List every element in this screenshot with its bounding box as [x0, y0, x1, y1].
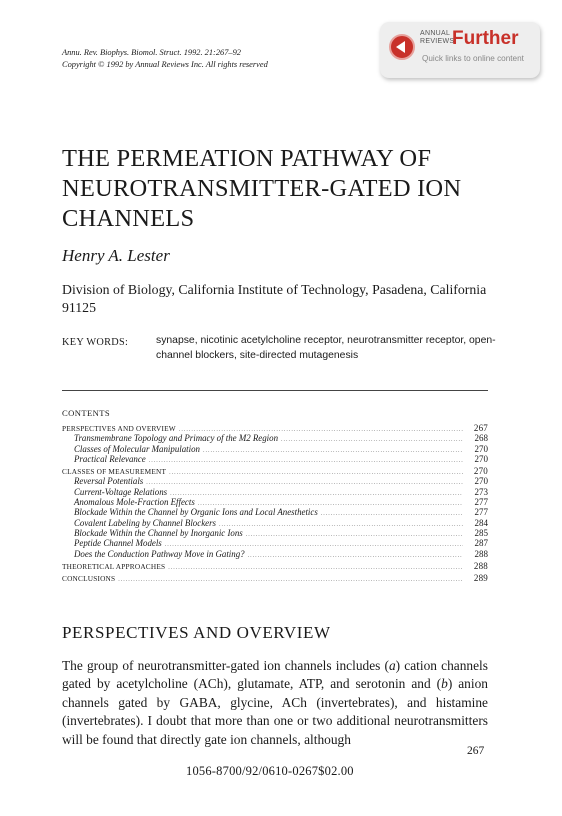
toc-entry-page: 285	[474, 527, 488, 538]
toc-entry-label: Does the Conduction Pathway Move in Gating?	[74, 548, 245, 559]
toc-entry-page: 270	[473, 466, 488, 477]
toc-entry-label: Current-Voltage Relations	[74, 486, 168, 497]
toc-leader-dots	[149, 458, 463, 464]
keywords-text: synapse, nicotinic acetylcholine receptor, neurotransmitter receptor, open-channel blockers, site-directed mutagenesis	[156, 335, 496, 361]
back-arrow-circle-icon	[389, 34, 415, 60]
toc-entry-label: CONCLUSIONS	[62, 574, 116, 584]
toc-entry-label: Transmembrane Topology and Primacy of the M2 Region	[74, 433, 279, 444]
further-links-badge[interactable]	[380, 22, 540, 78]
toc-entry-label: CLASSES OF MEASUREMENT	[62, 467, 167, 477]
toc-entry[interactable]	[62, 549, 488, 559]
toc-entry-label: THEORETICAL APPROACHES	[62, 561, 166, 571]
toc-entry[interactable]	[62, 433, 488, 443]
toc-entry[interactable]	[62, 497, 488, 507]
toc-entry-label: Blockade Within the Channel by Organic Ions and Local Anesthetics	[74, 507, 318, 518]
toc-entry[interactable]	[62, 518, 488, 528]
toc-entry-label: Reversal Potentials	[74, 476, 144, 487]
badge-subtitle: Quick links to online content	[422, 54, 524, 63]
toc-entry[interactable]	[62, 528, 488, 538]
toc-entry-page: 288	[474, 548, 488, 559]
article-title: THE PERMEATION PATHWAY OF NEUROTRANSMITTER-GATED ION CHANNELS	[62, 145, 462, 232]
further-label: Further	[452, 28, 519, 49]
toc-entry[interactable]	[62, 487, 488, 497]
toc-entry-page: 284	[474, 517, 488, 528]
article-code: 1056-8700/92/0610-0267$02.00	[186, 764, 354, 778]
divider	[62, 390, 488, 391]
toc-entry-page: 287	[474, 538, 488, 549]
toc-entry-page: 270	[474, 476, 488, 487]
toc-entry[interactable]	[62, 454, 488, 464]
toc-leader-dots	[169, 470, 463, 476]
toc-entry[interactable]	[62, 466, 488, 476]
citation-line-2: Copyright © 1992 by Annual Reviews Inc. All rights reserved	[62, 59, 268, 69]
annual-reviews-brand	[420, 30, 454, 46]
toc-entry-label: Covalent Labeling by Channel Blockers	[74, 517, 216, 528]
toc-leader-dots	[170, 491, 463, 497]
toc-leader-dots	[165, 542, 463, 548]
toc-leader-dots	[168, 565, 463, 571]
contents-heading: CONTENTS	[62, 408, 111, 418]
toc-entry[interactable]	[62, 561, 488, 571]
toc-entry-page: 288	[473, 560, 488, 571]
brand-line-2: REVIEWS	[420, 38, 455, 45]
toc-entry-page: 268	[474, 433, 488, 444]
toc-leader-dots	[281, 437, 463, 443]
author-affiliation: Division of Biology, California Institute of Technology, Pasadena, California 91125	[62, 282, 487, 315]
toc-leader-dots	[118, 577, 463, 583]
author-name: Henry A. Lester	[62, 246, 170, 265]
toc-leader-dots	[219, 522, 463, 528]
toc-entry[interactable]	[62, 507, 488, 517]
toc-entry-page: 289	[473, 573, 488, 584]
toc-entry-label: PERSPECTIVES AND OVERVIEW	[62, 424, 176, 433]
toc-entry-label: Classes of Molecular Manipulation	[74, 443, 200, 454]
toc-leader-dots	[179, 427, 463, 433]
toc-entry[interactable]	[62, 423, 488, 433]
toc-leader-dots	[321, 511, 463, 517]
toc-entry-label: Blockade Within the Channel by Inorganic Ions	[74, 527, 243, 538]
toc-leader-dots	[146, 480, 463, 486]
body-paragraph: The group of neurotransmitter-gated ion channels includes (a) cation channels gated by acetylcholine (ACh), glutamate, ATP, and serotonin and (b) anion channels gated by GABA, glycine, ACh (invertebrates), and histamine (invertebrates). I doubt that more than one or two additional neurotransmitters will be found that directly gate ion channels, although	[62, 658, 488, 747]
toc-leader-dots	[203, 448, 463, 454]
toc-leader-dots	[246, 532, 463, 538]
toc-entry[interactable]	[62, 444, 488, 454]
section-heading: PERSPECTIVES AND OVERVIEW	[62, 623, 331, 642]
brand-line-1: ANNUAL	[420, 30, 451, 37]
table-of-contents	[62, 423, 488, 583]
toc-entry-label: Peptide Channel Models	[74, 538, 162, 549]
page-number: 267	[467, 745, 485, 757]
keywords-label: KEY WORDS:	[62, 337, 129, 348]
toc-entry[interactable]	[62, 476, 488, 486]
toc-entry-page: 270	[474, 453, 488, 464]
toc-entry[interactable]	[62, 573, 488, 583]
toc-entry-page: 270	[474, 443, 488, 454]
toc-entry-page: 277	[474, 497, 488, 508]
toc-entry-page: 273	[474, 486, 488, 497]
toc-entry[interactable]	[62, 538, 488, 548]
citation-line-1: Annu. Rev. Biophys. Biomol. Struct. 1992. 21:267–92	[62, 48, 241, 57]
toc-entry-label: Anomalous Mole-Fraction Effects	[74, 497, 195, 508]
journal-citation	[62, 47, 268, 70]
toc-leader-dots	[248, 553, 463, 559]
toc-entry-label: Practical Relevance	[74, 453, 146, 464]
toc-entry-page: 267	[473, 423, 488, 433]
toc-leader-dots	[198, 501, 463, 507]
toc-entry-page: 277	[474, 507, 488, 518]
